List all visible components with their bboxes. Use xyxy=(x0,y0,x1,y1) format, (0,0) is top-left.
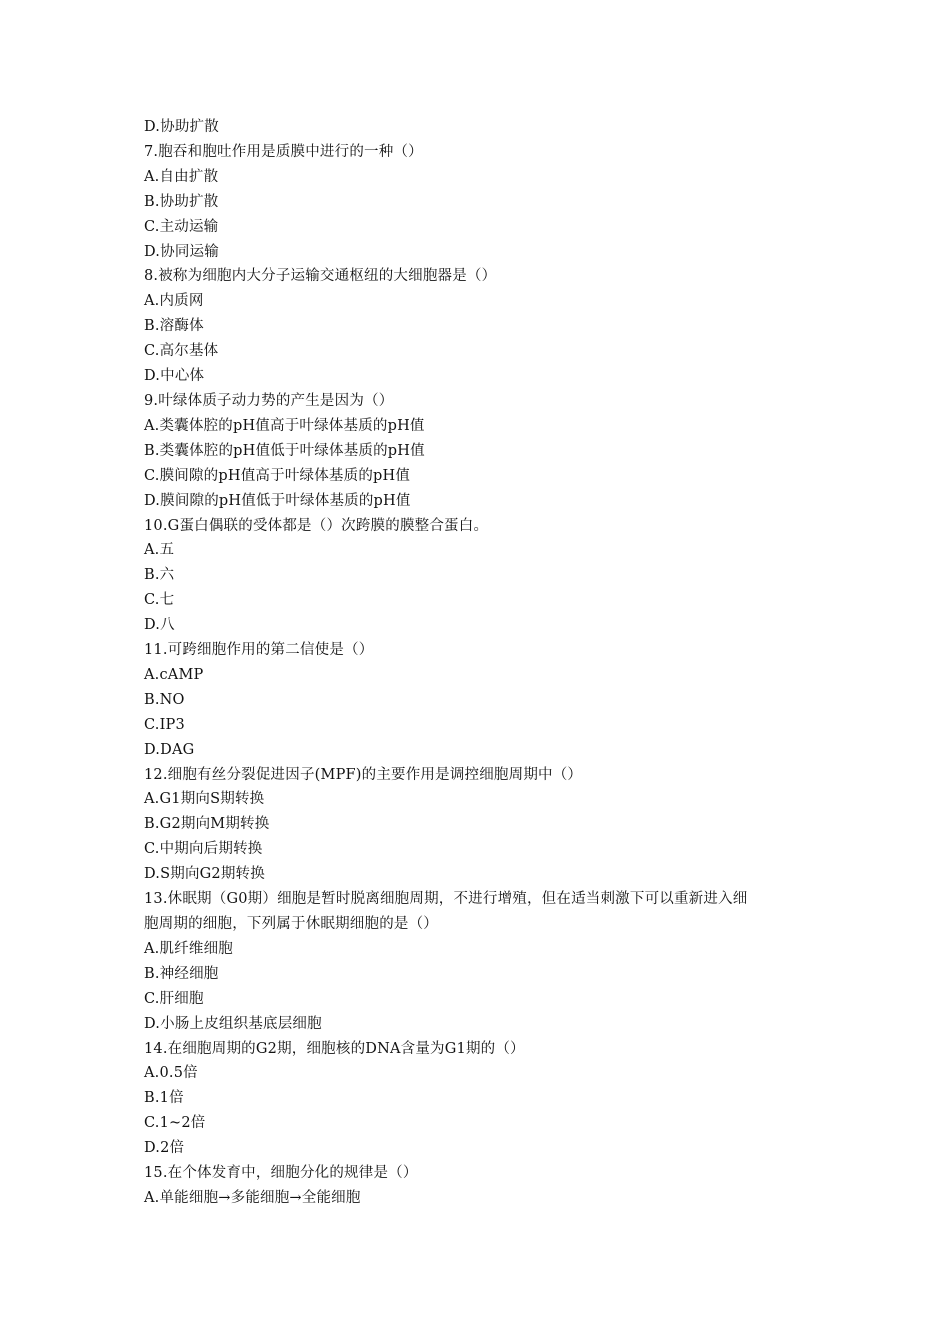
option-line: A.肌纤维细胞 xyxy=(144,940,233,957)
option-line: A.cAMP xyxy=(144,666,204,683)
option-line: D.中心体 xyxy=(144,368,205,385)
option-line: A.内质网 xyxy=(144,293,204,310)
option-line: B.G2期向M期转换 xyxy=(144,816,270,833)
option-line: A.0.5倍 xyxy=(144,1065,198,1082)
question-13-continued: 胞周期的细胞，下列属于休眠期细胞的是（） xyxy=(144,916,438,932)
option-line: C.主动运输 xyxy=(144,218,219,235)
option-line: D.协助扩散 xyxy=(144,119,219,135)
option-line: A.单能细胞→多能细胞→全能细胞 xyxy=(144,1189,361,1206)
option-line: D.2倍 xyxy=(144,1140,185,1157)
option-line: C.中期向后期转换 xyxy=(144,841,263,858)
option-line: B.溶酶体 xyxy=(144,318,204,335)
option-line: D.八 xyxy=(144,617,175,634)
option-line: B.神经细胞 xyxy=(144,965,219,982)
question-9: 9.叶绿体质子动力势的产生是因为（） xyxy=(144,392,394,409)
option-line: C.高尔基体 xyxy=(144,343,219,360)
question-8: 8.被称为细胞内大分子运输交通枢纽的大细胞器是（） xyxy=(144,268,497,285)
option-line: D.DAG xyxy=(144,741,195,758)
option-line: B.类囊体腔的pH值低于叶绿体基质的pH值 xyxy=(144,442,425,459)
question-12: 12.细胞有丝分裂促进因子(MPF)的主要作用是调控细胞周期中（） xyxy=(144,766,583,783)
question-7: 7.胞吞和胞吐作用是质膜中进行的一种（） xyxy=(144,143,423,160)
option-line: C.1~2倍 xyxy=(144,1115,206,1132)
option-line: B.1倍 xyxy=(144,1090,184,1107)
option-line: D.膜间隙的pH值低于叶绿体基质的pH值 xyxy=(144,492,411,509)
option-line: D.S期向G2期转换 xyxy=(144,866,265,883)
question-14: 14.在细胞周期的G2期，细胞核的DNA含量为G1期的（） xyxy=(144,1040,525,1057)
question-11: 11.可跨细胞作用的第二信使是（） xyxy=(144,642,374,659)
option-line: C.七 xyxy=(144,592,175,609)
question-10: 10.G蛋白偶联的受体都是（）次跨膜的膜整合蛋白。 xyxy=(144,517,489,534)
option-line: C.IP3 xyxy=(144,716,185,733)
option-line: B.NO xyxy=(144,691,185,708)
option-line: A.五 xyxy=(144,542,175,559)
option-line: C.肝细胞 xyxy=(144,990,204,1007)
option-line: A.G1期向S期转换 xyxy=(144,791,265,808)
option-line: B.协助扩散 xyxy=(144,193,219,210)
question-13: 13.休眠期（G0期）细胞是暂时脱离细胞周期，不进行增殖，但在适当刺激下可以重新进入细 xyxy=(144,891,748,908)
document-text xyxy=(144,115,814,1211)
question-15: 15.在个体发育中，细胞分化的规律是（） xyxy=(144,1165,418,1182)
option-line: D.小肠上皮组织基底层细胞 xyxy=(144,1015,322,1032)
option-line: A.类囊体腔的pH值高于叶绿体基质的pH值 xyxy=(144,417,425,434)
option-line: B.六 xyxy=(144,567,175,584)
option-line: A.自由扩散 xyxy=(144,168,219,185)
option-line: C.膜间隙的pH值高于叶绿体基质的pH值 xyxy=(144,467,411,484)
option-line: D.协同运输 xyxy=(144,243,219,260)
